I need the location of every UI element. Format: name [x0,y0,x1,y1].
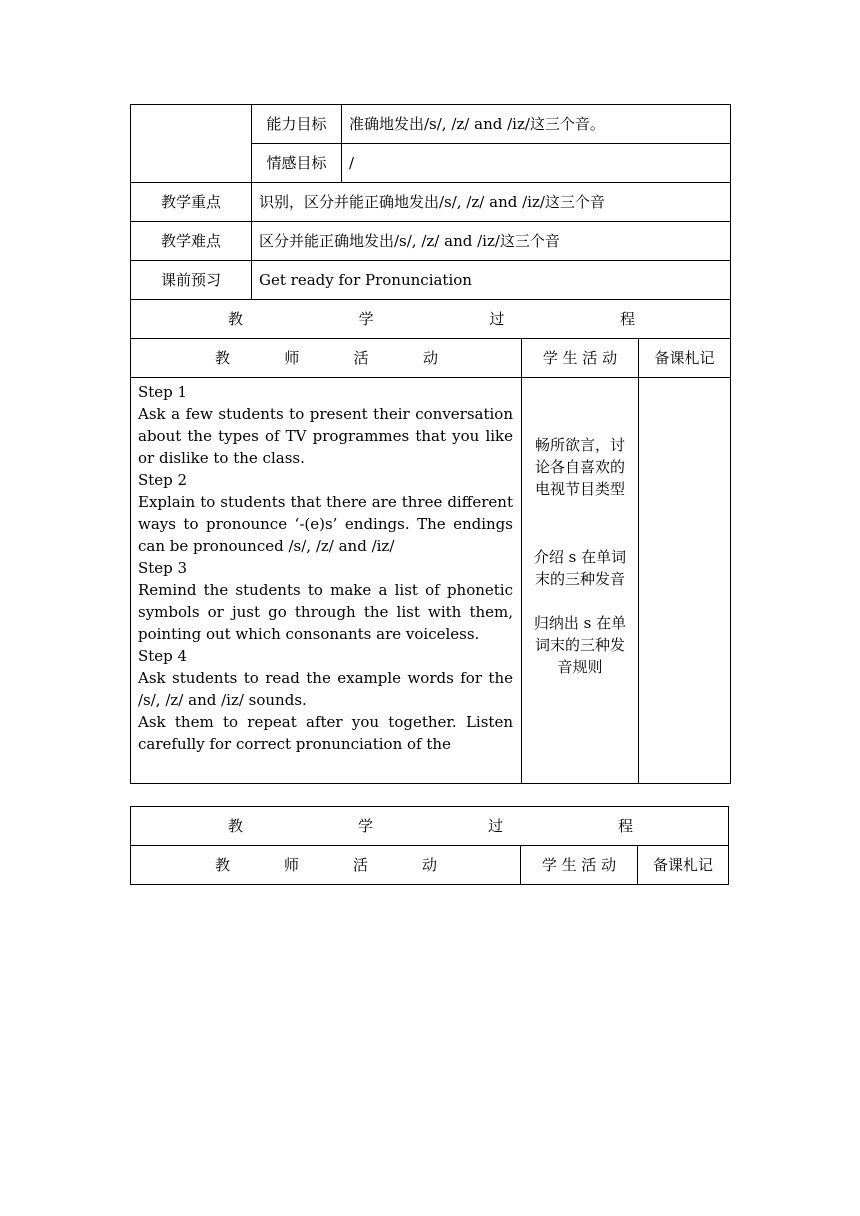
teacher2-header-char-3: 活 [352,856,368,874]
student-activity-header-2: 学 生 活 动 [521,846,638,885]
step-4-text-1: Ask students to read the example words for the /s/, /z/ and /iz/ sounds. [138,669,513,709]
process-char-2: 学 [358,310,374,328]
step-2-label: Step 2 [138,471,188,489]
step-4-label: Step 4 [138,647,188,665]
student-activity-header: 学 生 活 动 [522,339,639,378]
teacher2-header-char-2: 师 [283,856,299,874]
teacher2-header-char-4: 动 [421,856,437,874]
process-char-3: 过 [489,310,505,328]
teacher2-header-char-1: 教 [215,856,231,874]
process2-char-1: 教 [228,817,244,835]
student-activity-2: 介绍 s 在单词末的三种发音 [533,548,627,588]
notes-header: 备课札记 [639,339,731,378]
student-activity-3: 归纳出 s 在单词末的三种发音规则 [533,614,627,676]
teacher-header-char-3: 活 [353,349,369,367]
step-1-label: Step 1 [138,383,188,401]
process-heading-2 [131,807,729,846]
ability-goal-value: 准确地发出/s/, /z/ and /iz/这三个音。 [342,105,731,144]
teacher-header-char-2: 师 [284,349,300,367]
ability-goal-label: 能力目标 [252,105,342,144]
notes-header-2: 备课札记 [638,846,729,885]
step-3-text: Remind the students to make a list of phonetic symbols or just go through the list with them, pointing out which consonants are voiceless. [138,581,513,643]
teacher-activity-header [131,339,522,378]
teacher-header-char-4: 动 [422,349,438,367]
teacher-header-char-1: 教 [215,349,231,367]
difficulty-value: 区分并能正确地发出/s/, /z/ and /iz/这三个音 [252,222,731,261]
difficulty-label: 教学难点 [131,222,252,261]
process-char-4: 程 [619,310,635,328]
process2-char-2: 学 [358,817,374,835]
step-2-text: Explain to students that there are three different ways to pronounce ‘-(e)s’ endings. The endings can be pronounced /s/, /z/ and /iz/ [138,493,513,555]
emotion-goal-label: 情感目标 [252,144,342,183]
key-point-value: 识别，区分并能正确地发出/s/, /z/ and /iz/这三个音 [252,183,731,222]
teacher-activity-header-2 [131,846,521,885]
student-activity-content [522,378,639,784]
lesson-plan-table-continued [130,806,729,885]
notes-content [639,378,731,784]
empty-label-cell [131,105,252,183]
process2-char-4: 程 [618,817,634,835]
teacher-activity-content [131,378,522,784]
step-4-text-2: Ask them to repeat after you together. Listen carefully for correct pronunciation of the [138,713,513,753]
step-1-text: Ask a few students to present their conversation about the types of TV programmes that you like or dislike to the class. [138,405,513,467]
preview-label: 课前预习 [131,261,252,300]
preview-value: Get ready for Pronunciation [252,261,731,300]
emotion-goal-value: / [342,144,731,183]
lesson-plan-table [130,104,731,784]
process2-char-3: 过 [488,817,504,835]
student-activity-1: 畅所欲言，讨论各自喜欢的电视节目类型 [534,436,625,498]
key-point-label: 教学重点 [131,183,252,222]
step-3-label: Step 3 [138,559,188,577]
process-char-1: 教 [228,310,244,328]
process-heading [131,300,731,339]
